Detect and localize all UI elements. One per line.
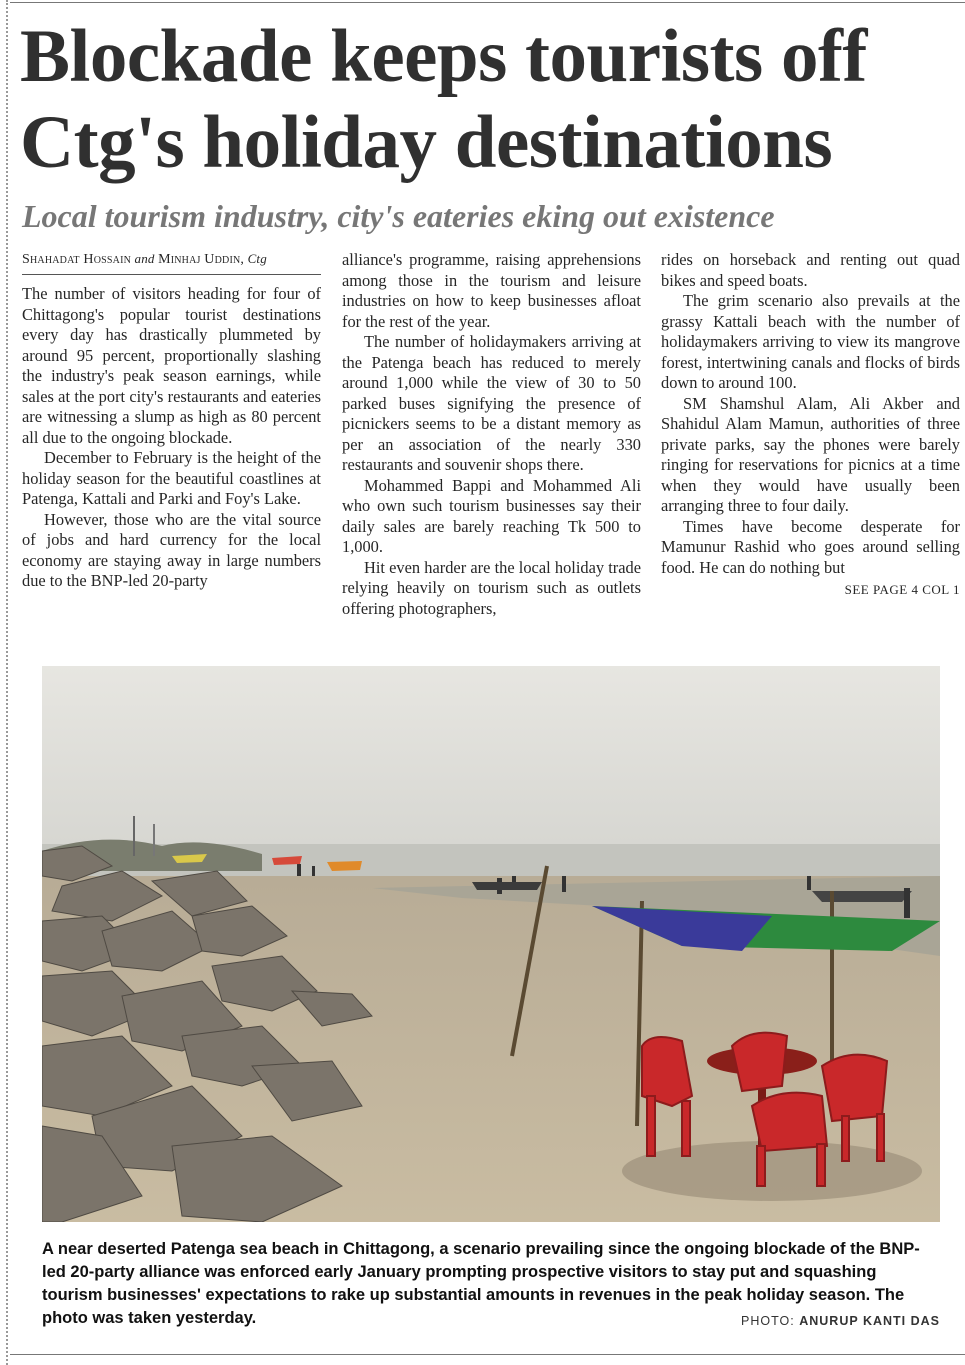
bottom-rule (10, 1354, 965, 1355)
byline-location: Ctg (247, 251, 267, 266)
article-column-3 (661, 250, 960, 598)
beach-photo (42, 666, 940, 1222)
byline (22, 250, 321, 275)
subheadline: Local tourism industry, city's eateries eking out existence (22, 198, 775, 234)
paragraph: SM Shamshul Alam, Ali Akber and Shahidul Alam Mamun, authorities of three private parks, say the phones were barely ringing for reservations for picnics at a time when they would have usually been arranging three to four daily. (661, 393, 960, 515)
paragraph: alliance's programme, raising apprehensions among those in the tourism and leisure industries on how to keep businesses afloat for the rest of the year. (342, 250, 641, 331)
margin-dotted-line (6, 0, 8, 1365)
photo-credit-label: PHOTO: (741, 1314, 795, 1328)
headline: Blockade keeps tourists off Ctg's holiday destinations (20, 15, 867, 184)
paragraph: December to February is the height of the holiday season for the beautiful coastlines at Patenga, Kattali and Parki and Foy's Lake. (22, 448, 321, 508)
paragraph: The grim scenario also prevails at the grassy Kattali beach with the number of holidaymakers arriving to view its mangrove forest, intertwining canals and flocks of birds down to around 100. (661, 291, 960, 392)
photo-caption: A near deserted Patenga sea beach in Chittagong, a scenario prevailing since the ongoing blockade of the BNP-led 20-party alliance was enforced early January prompting prospective visitors to stay put and squashing tourism businesses' expectations to rake up substantial amounts in revenues in the peak holiday season. The photo was taken yesterday. (42, 1240, 920, 1327)
paragraph: The number of holidaymakers arriving at the Patenga beach has reduced to merely around 1,000 while the view of 30 to 50 parked buses signifying the presence of picnickers seems to be a distant memory as per an association of the nearly 330 restaurants and souvenir shops there. (342, 332, 641, 474)
article-column-1 (22, 250, 321, 592)
continuation-note: SEE PAGE 4 COL 1 (844, 582, 960, 597)
paragraph: However, those who are the vital source of jobs and hard currency for the local economy are staying away in large numbers due to the BNP-led 20-party (22, 509, 321, 590)
photo-credit-name: ANURUP KANTI DAS (799, 1314, 940, 1328)
byline-author-2: Minhaj Uddin, (158, 252, 245, 267)
top-rule (10, 2, 965, 3)
byline-conjunction: and (134, 251, 155, 266)
paragraph: Hit even harder are the local holiday trade relying heavily on tourism such as outlets offering photographers, (342, 557, 641, 618)
photo-credit (741, 1314, 940, 1328)
paragraph: rides on horseback and renting out quad bikes and speed boats. (661, 250, 960, 290)
article-column-2 (342, 250, 641, 619)
byline-author-1: Shahadat Hossain (22, 252, 132, 267)
paragraph: Times have become desperate for Mamunur Rashid who goes around selling food. He can do nothing but (661, 516, 960, 577)
paragraph: Mohammed Bappi and Mohammed Ali who own such tourism businesses say their daily sales are barely reaching Tk 500 to 1,000. (342, 475, 641, 556)
paragraph: The number of visitors heading for four of Chittagong's popular tourist destinations every day has drastically plummeted by around 95 percent, proportionally slashing the industry's peak season earnings, while sales at the port city's restaurants and eateries are witnessing a slump as high as 80 percent all due to the ongoing blockade. (22, 284, 321, 447)
